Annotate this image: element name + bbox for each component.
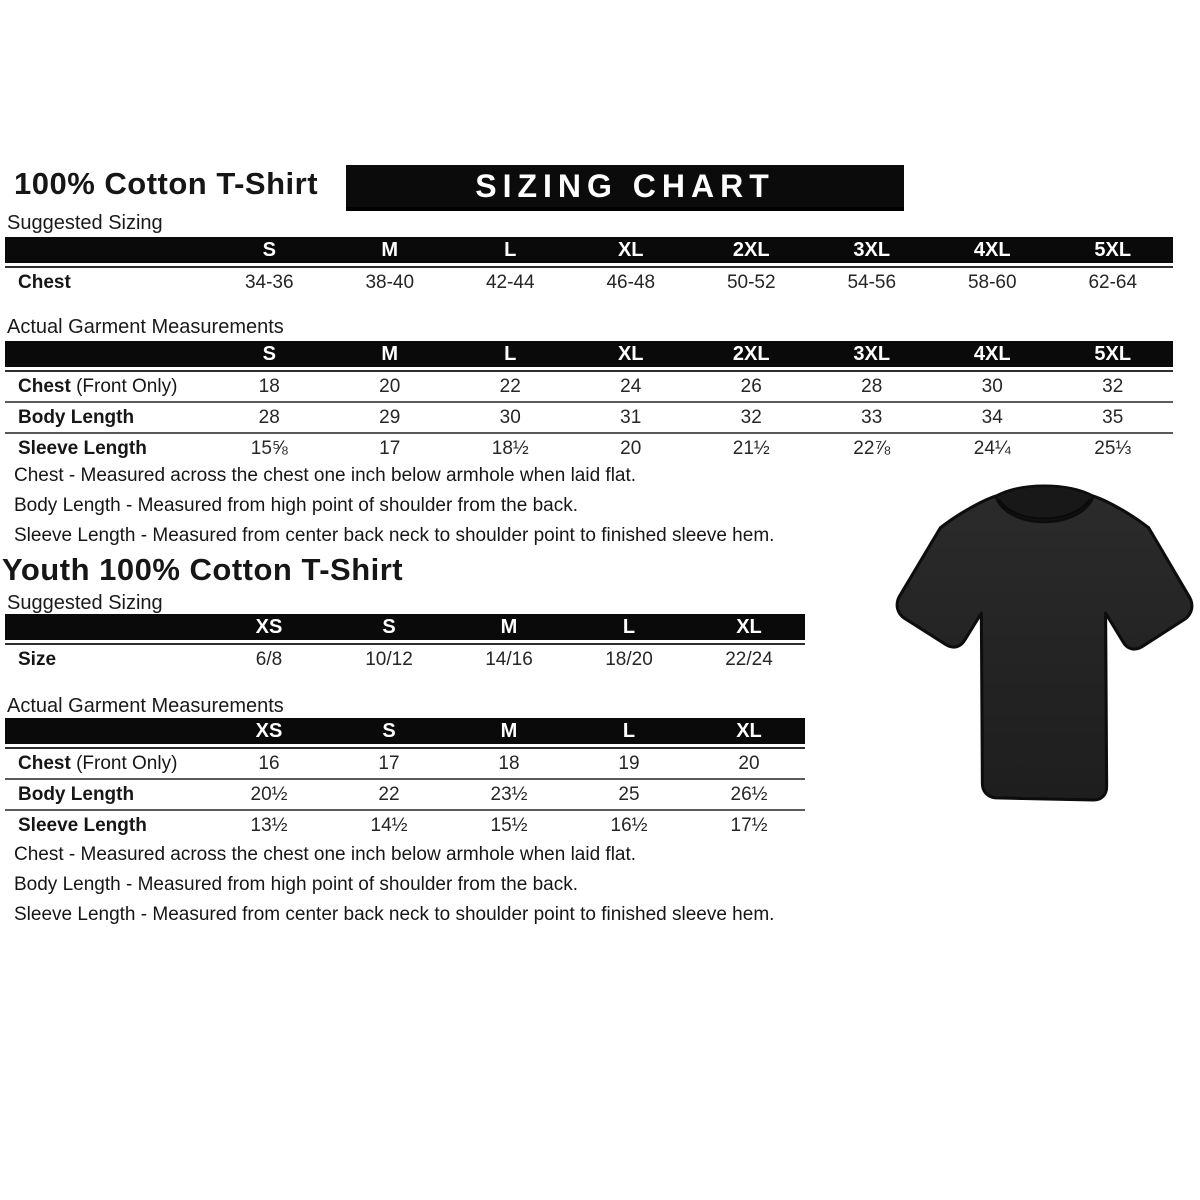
measurement-cell: 46-48 — [606, 271, 656, 293]
size-column-header: M — [500, 615, 518, 638]
size-column-header: XS — [255, 719, 283, 742]
size-column-header: S — [382, 615, 396, 638]
adult-suggested-sizing-table — [5, 237, 1173, 297]
measurement-cell: 6/8 — [255, 648, 283, 670]
measurement-cell: 26 — [740, 375, 762, 397]
size-column-header: 5XL — [1094, 342, 1132, 365]
measurement-cell: 32 — [1102, 375, 1124, 397]
measurement-cell: 15⅝ — [250, 437, 288, 459]
row-label: Body Length — [18, 406, 135, 428]
measurement-cell: 25⅓ — [1094, 437, 1132, 459]
measurement-cell: 29 — [379, 406, 401, 428]
measurement-cell: 22⅞ — [853, 437, 891, 459]
measurement-cell: 35 — [1102, 406, 1124, 428]
measurement-cell: 18 — [498, 752, 520, 774]
measurement-cell: 16 — [258, 752, 280, 774]
measurement-cell: 23½ — [490, 783, 528, 805]
size-column-header: S — [262, 238, 276, 261]
youth-suggested-sizing-table — [5, 614, 805, 674]
table-body — [5, 370, 1173, 463]
measurement-cell: 50-52 — [726, 271, 776, 293]
measurement-cell: 58-60 — [967, 271, 1017, 293]
measurement-cell: 24¼ — [973, 437, 1011, 459]
measurement-cell: 28 — [861, 375, 883, 397]
banner-title: SIZING CHART — [475, 167, 775, 204]
row-label: Sleeve Length — [18, 814, 147, 836]
size-column-header: 2XL — [732, 238, 770, 261]
youth-measurement-notes — [14, 840, 774, 930]
measurement-cell: 34-36 — [244, 271, 294, 293]
table-body — [5, 747, 805, 840]
note-line: Sleeve Length - Measured from center back neck to shoulder point to finished sleeve hem. — [14, 525, 775, 546]
measurement-cell: 54-56 — [847, 271, 897, 293]
black-tshirt-photo — [890, 483, 1198, 813]
row-label: Sleeve Length — [18, 437, 147, 459]
measurement-cell: 25 — [618, 783, 640, 805]
size-column-header: XS — [255, 615, 283, 638]
table-row — [5, 268, 1173, 297]
measurement-cell: 10/12 — [365, 648, 413, 670]
size-column-header: XL — [617, 342, 644, 365]
measurement-cell: 17½ — [730, 814, 768, 836]
measurement-cell: 42-44 — [485, 271, 535, 293]
table-header-row — [5, 341, 1173, 367]
table-body — [5, 643, 805, 674]
youth-section-title: Youth 100% Cotton T-Shirt — [2, 552, 404, 587]
measurement-cell: 30 — [981, 375, 1003, 397]
adult-suggested-sizing-label: Suggested Sizing — [7, 212, 163, 234]
size-column-header: 2XL — [732, 342, 770, 365]
measurement-cell: 34 — [981, 406, 1003, 428]
table-row — [5, 809, 805, 840]
size-column-header: M — [500, 719, 518, 742]
sizing-chart-banner — [346, 165, 904, 211]
adult-actual-measurements-table — [5, 341, 1173, 463]
size-column-header: 4XL — [973, 342, 1011, 365]
adult-measurement-notes — [14, 461, 774, 551]
measurement-cell: 14½ — [370, 814, 408, 836]
size-column-header: 5XL — [1094, 238, 1132, 261]
table-row — [5, 401, 1173, 432]
table-header-row — [5, 718, 805, 744]
table-body — [5, 266, 1173, 297]
size-column-header: M — [381, 238, 399, 261]
measurement-cell: 19 — [618, 752, 640, 774]
row-label: Body Length — [18, 783, 135, 805]
measurement-cell: 26½ — [730, 783, 768, 805]
table-header-row — [5, 237, 1173, 263]
note-line: Chest - Measured across the chest one inch below armhole when laid flat. — [14, 844, 637, 865]
measurement-cell: 18½ — [491, 437, 529, 459]
size-column-header: L — [504, 238, 517, 261]
size-column-header: XL — [736, 615, 762, 638]
size-column-header: S — [382, 719, 396, 742]
note-line: Chest - Measured across the chest one inch below armhole when laid flat. — [14, 465, 637, 486]
youth-suggested-sizing-label: Suggested Sizing — [7, 592, 163, 614]
size-column-header: L — [622, 719, 636, 742]
adult-actual-measurements-label: Actual Garment Measurements — [7, 316, 284, 338]
measurement-cell: 24 — [620, 375, 642, 397]
size-column-header: L — [504, 342, 517, 365]
size-column-header: XL — [617, 238, 644, 261]
table-row — [5, 432, 1173, 463]
measurement-cell: 38-40 — [365, 271, 415, 293]
table-row — [5, 645, 805, 674]
size-column-header: 4XL — [973, 238, 1011, 261]
measurement-cell: 17 — [379, 437, 401, 459]
measurement-cell: 22 — [378, 783, 400, 805]
measurement-cell: 31 — [620, 406, 642, 428]
table-row — [5, 778, 805, 809]
note-line: Sleeve Length - Measured from center back neck to shoulder point to finished sleeve hem. — [14, 904, 775, 925]
measurement-cell: 22 — [499, 375, 521, 397]
tshirt-body-shape — [897, 496, 1192, 800]
youth-actual-measurements-table — [5, 718, 805, 840]
note-line: Body Length - Measured from high point of shoulder from the back. — [14, 495, 578, 516]
measurement-cell: 16½ — [610, 814, 648, 836]
size-column-header: S — [262, 342, 276, 365]
row-label: Chest (Front Only) — [18, 375, 178, 397]
measurement-cell: 20 — [738, 752, 760, 774]
measurement-cell: 22/24 — [725, 648, 773, 670]
table-header-row — [5, 614, 805, 640]
measurement-cell: 17 — [378, 752, 400, 774]
row-label: Chest — [18, 271, 71, 293]
measurement-cell: 21½ — [732, 437, 770, 459]
measurement-cell: 20 — [620, 437, 642, 459]
table-row — [5, 372, 1173, 401]
size-column-header: 3XL — [853, 342, 891, 365]
measurement-cell: 62-64 — [1088, 271, 1138, 293]
measurement-cell: 14/16 — [485, 648, 533, 670]
measurement-cell: 20 — [379, 375, 401, 397]
size-column-header: 3XL — [853, 238, 891, 261]
measurement-cell: 28 — [258, 406, 280, 428]
measurement-cell: 20½ — [250, 783, 288, 805]
measurement-cell: 18/20 — [605, 648, 653, 670]
size-column-header: XL — [736, 719, 762, 742]
measurement-cell: 13½ — [250, 814, 288, 836]
youth-actual-measurements-label: Actual Garment Measurements — [7, 695, 284, 717]
size-column-header: M — [381, 342, 399, 365]
row-label: Size — [18, 648, 57, 670]
measurement-cell: 30 — [499, 406, 521, 428]
measurement-cell: 33 — [861, 406, 883, 428]
row-label: Chest (Front Only) — [18, 752, 178, 774]
measurement-cell: 32 — [740, 406, 762, 428]
note-line: Body Length - Measured from high point of shoulder from the back. — [14, 874, 578, 895]
table-row — [5, 749, 805, 778]
measurement-cell: 15½ — [490, 814, 528, 836]
page-title: 100% Cotton T-Shirt — [14, 166, 319, 201]
size-column-header: L — [622, 615, 636, 638]
measurement-cell: 18 — [258, 375, 280, 397]
